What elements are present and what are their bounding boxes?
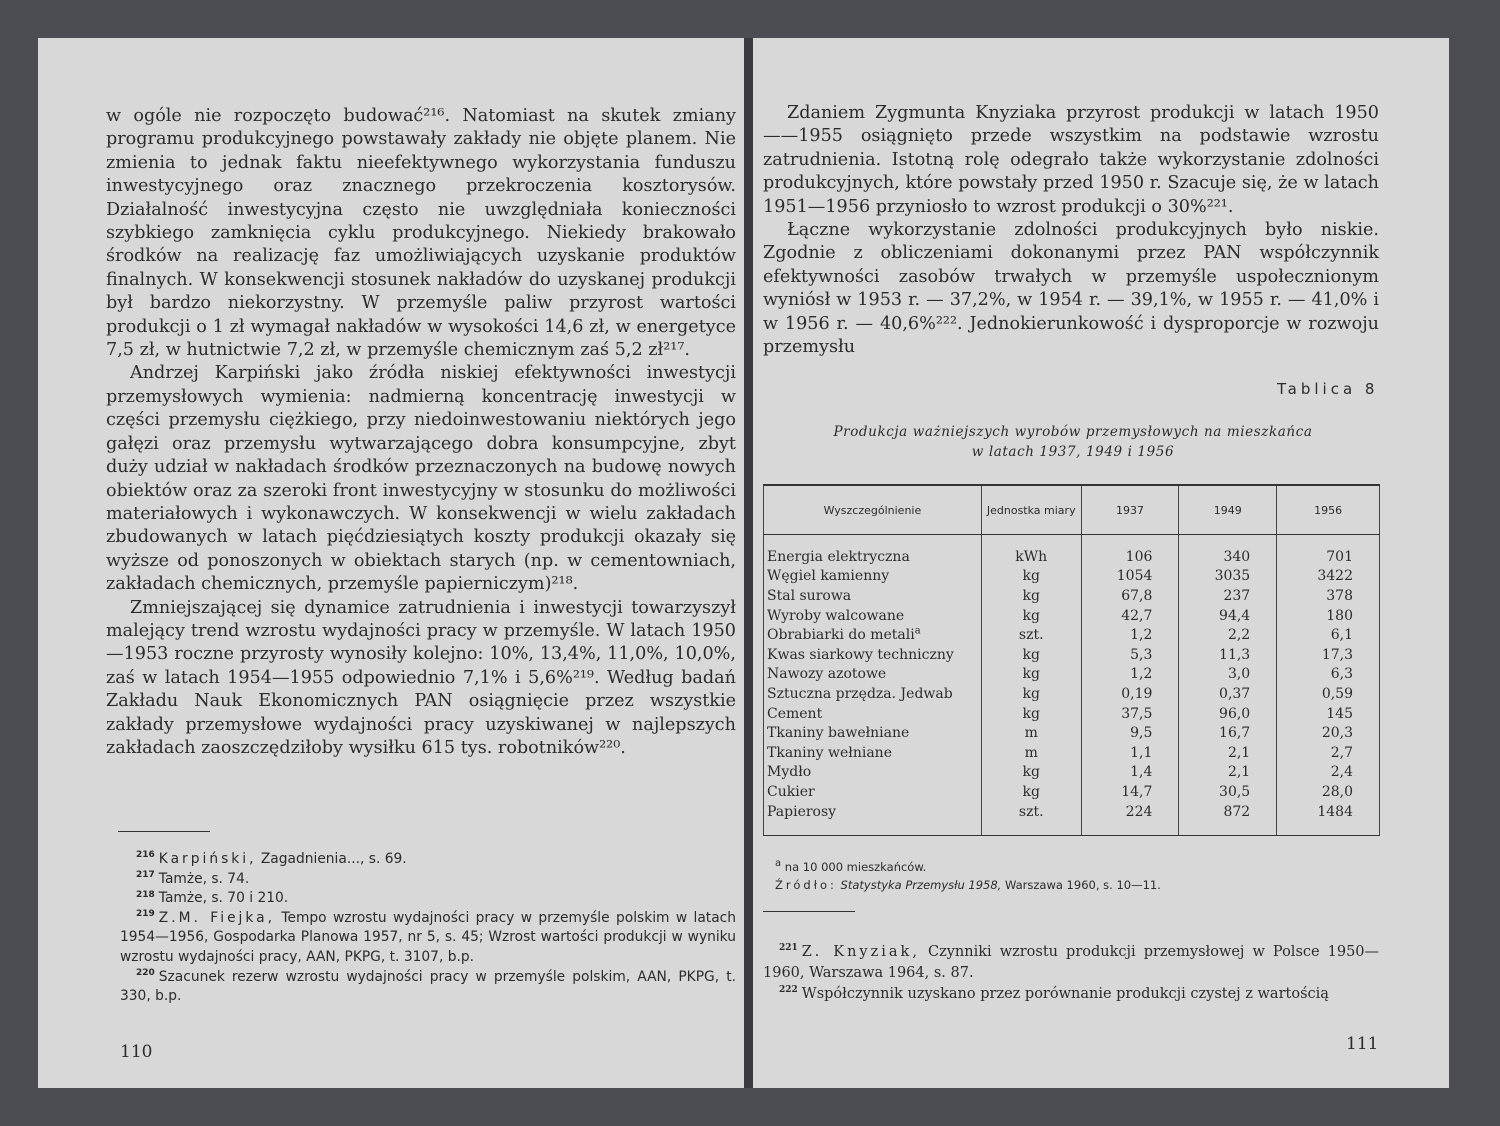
footnote-author: Z.M. Fiejka, [158, 909, 275, 926]
value-1949-cell [1179, 535, 1277, 567]
value-1956-cell [1277, 625, 1380, 645]
table-row [764, 723, 1380, 743]
cell-text: kg [1022, 666, 1040, 683]
cell-text: Cement [767, 705, 823, 722]
table-row [764, 535, 1380, 567]
cell-text: 14,7 [1121, 783, 1153, 800]
page-number: 110 [120, 1042, 153, 1062]
cell-text: 96,0 [1219, 705, 1251, 722]
table-row [764, 665, 1380, 685]
value-1956-cell [1277, 665, 1380, 685]
cell-text: kg [1022, 568, 1040, 585]
cell-text: kg [1022, 607, 1040, 624]
cell-text: 701 [1326, 548, 1353, 565]
cell-text: kg [1022, 764, 1040, 781]
footnote-number: 217 [136, 870, 155, 880]
cell-text: 0,19 [1121, 685, 1153, 702]
cell-text: Stal surowa [767, 587, 852, 604]
cell-text: 42,7 [1121, 607, 1153, 624]
value-1949-cell [1179, 802, 1277, 836]
footnote-rule [763, 911, 855, 912]
footnote-author: Karpiński, [158, 851, 257, 867]
cell-text: 2,1 [1227, 744, 1251, 761]
source-rest: Warszawa 1960, s. 10—11. [1004, 878, 1161, 892]
cell-text: 67,8 [1121, 587, 1153, 604]
left-page [38, 38, 744, 1088]
cell-text: 1,4 [1130, 764, 1153, 781]
value-1949-cell [1179, 684, 1277, 704]
cell-text: 2,1 [1227, 764, 1251, 781]
cell-text: kg [1022, 685, 1040, 702]
book-spine [744, 38, 753, 1088]
value-1956-cell [1277, 782, 1380, 802]
cell-text: 1,1 [1130, 744, 1153, 761]
footnote [120, 870, 736, 890]
product-cell [764, 567, 982, 587]
cell-text: 0,37 [1219, 685, 1251, 702]
cell-text: 6,3 [1330, 666, 1353, 683]
footnote-text: Tamże, s. 70 i 210. [158, 890, 289, 907]
cell-text: 145 [1326, 705, 1353, 722]
value-1937-cell [1081, 665, 1179, 685]
value-1949-cell [1179, 645, 1277, 665]
value-1937-cell [1081, 802, 1179, 836]
cell-text: Tkaniny bawełniane [767, 725, 910, 742]
unit-cell [981, 704, 1081, 724]
right-body-text [763, 102, 1379, 359]
cell-text: 94,4 [1219, 607, 1251, 624]
right-footnotes [763, 942, 1379, 1005]
footnote-number: 219 [136, 909, 155, 920]
value-1956-cell [1277, 645, 1380, 665]
paragraph: Zmniejszającej się dynamice zatrudnienia i inwestycji towarzyszył malejący trend wzrostu wydajności pracy w przemyśle. W latach 1950—1953 roczne przyrosty wynosiły kolejno: 10%, 13,4%, 11,0%, 10,0%, zaś w latach 1954—1955 odpowiednio 7,1% i 5,6%²¹⁹. Według badań Zakładu Nauk Ekonomicznych PAN osiągnięcie przez wszystkie zakłady przemysłowe wydajności pracy uzyskiwanej w najlepszych zakładach zaoszczędziłoby wysiłku 615 tys. robotników²²⁰. [106, 597, 736, 758]
value-1956-cell [1277, 535, 1380, 567]
unit-cell [981, 567, 1081, 587]
cell-text: 2,7 [1330, 744, 1353, 761]
table-row [764, 625, 1380, 645]
cell-text: 106 [1125, 548, 1153, 565]
value-1937-cell [1081, 763, 1179, 783]
table-row [764, 645, 1380, 665]
value-1949-cell [1179, 586, 1277, 606]
cell-text: Węgiel kamienny [767, 568, 890, 585]
footnote-text: Czynniki wzrostu produkcji przemysłowej w Polsce 1950—1960, Warszawa 1964, s. 87. [763, 944, 1380, 981]
value-1956-cell [1277, 567, 1380, 587]
cell-text: 5,3 [1130, 646, 1153, 663]
header-cell: 1956 [1277, 485, 1380, 535]
left-body-text [106, 105, 736, 760]
footnote [120, 889, 736, 909]
cell-text: 3035 [1214, 568, 1251, 585]
cell-text: 1054 [1116, 568, 1153, 585]
value-1956-cell [1277, 802, 1380, 836]
unit-cell [981, 535, 1081, 567]
product-cell [764, 606, 982, 626]
paragraph: Andrzej Karpiński jako źródła niskiej efektywności inwestycji przemysłowych wymienia: nadmierną koncentrację inwestycji w części przemysłu ciężkiego, przy niedoinwestowaniu niektórych jego gałęzi oraz przemysłu wytwarzającego dobra konsumpcyjne, zbyt duży udział w nakładach środków przeznaczonych na budowę nowych obiektów oraz za szeroki front inwestycyjny w stosunku do możliwości materiałowych i wykonawczych. W konsekwencji w wielu zakładach zbudowanych w latach pięćdziesiątych koszty produkcji okazały się wyższe od ponoszonych w obiektach starych (np. w cementowniach, zakładach chemicznych, przemyśle papierniczym)²¹⁸. [106, 363, 736, 595]
value-1937-cell [1081, 723, 1179, 743]
product-cell [764, 645, 982, 665]
product-cell [764, 704, 982, 724]
unit-cell [981, 586, 1081, 606]
product-cell [764, 782, 982, 802]
value-1949-cell [1179, 567, 1277, 587]
cell-text: Papierosy [767, 803, 837, 820]
footnote-number: 216 [136, 850, 155, 861]
unit-cell [981, 723, 1081, 743]
value-1956-cell [1277, 606, 1380, 626]
cell-text: 237 [1223, 587, 1251, 604]
cell-text: Obrabiarki do metali [767, 627, 915, 644]
footnote [120, 968, 736, 1007]
unit-cell [981, 802, 1081, 836]
cell-text: Energia elektryczna [767, 548, 910, 565]
cell-text: 3,0 [1227, 666, 1251, 683]
cell-text: 11,3 [1219, 646, 1251, 663]
cell-text: Sztuczna przędza. Jedwab [767, 685, 953, 702]
page-number: 111 [1346, 1034, 1379, 1054]
header-cell: Wyszczególnienie [764, 485, 982, 535]
cell-text: 340 [1223, 548, 1251, 565]
table-title-line: Produkcja ważniejszych wyrobów przemysłowych na mieszkańca [833, 424, 1313, 440]
cell-text: 224 [1125, 803, 1153, 820]
footnote [763, 942, 1379, 984]
cell-text: Mydło [767, 764, 812, 781]
unit-cell [981, 684, 1081, 704]
cell-text: Kwas siarkowy techniczny [767, 646, 954, 663]
footnote [120, 909, 736, 968]
table-row [764, 782, 1380, 802]
product-cell [764, 625, 982, 645]
cell-text: 1,2 [1130, 627, 1153, 644]
source-title: Statystyka Przemysłu 1958, [840, 878, 1002, 892]
value-1949-cell [1179, 743, 1277, 763]
cell-text: m [1024, 744, 1038, 761]
paragraph: w ogóle nie rozpoczęto budować²¹⁶. Natomiast na skutek zmiany programu produkcyjnego powstawały zakłady nie objęte planem. Nie zmienia to jednak faktu nieefektywnego wykorzystania funduszu inwestycyjnego oraz znacznego przekroczenia kosztorysów. Działalność inwestycyjna często nie uwzględniała konieczności szybkiego zamknięcia cyklu produkcyjnego. Niekiedy brakowało środków na realizację faz umożliwiających uzyskanie produktów finalnych. W konsekwencji stosunek nakładów do uzyskanej produkcji był bardzo niekorzystny. W przemyśle paliw przyrost wartości produkcji o 1 zł wymagał nakładów w wysokości 14,6 zł, w energetyce 7,5 zł, w hutnictwie 7,2 zł, w przemyśle chemicznym zaś 5,2 zł²¹⁷. [106, 106, 736, 361]
value-1956-cell [1277, 586, 1380, 606]
cell-text: szt. [1018, 627, 1044, 644]
cell-text: 30,5 [1219, 783, 1251, 800]
table-row [764, 704, 1380, 724]
paragraph: Łączne wykorzystanie zdolności produkcyjnych było niskie. Zgodnie z obliczeniami dokonanymi przez PAN współczynnik efektywności zasobów trwałych w przemyśle uspołecznionym wyniósł w 1953 r. — 37,2%, w 1954 r. — 39,1%, w 1955 r. — 41,0% i w 1956 r. — 40,6%²²². Jednokierunkowość i dysproporcje w rozwoju przemysłu [763, 220, 1379, 358]
cell-text: 28,0 [1321, 783, 1353, 800]
cell-text: Wyroby walcowane [767, 607, 905, 624]
footnote [763, 984, 1379, 1005]
unit-cell [981, 743, 1081, 763]
header-cell: 1949 [1179, 485, 1277, 535]
table-row [764, 567, 1380, 587]
table-title [793, 422, 1353, 462]
value-1956-cell [1277, 723, 1380, 743]
product-cell [764, 684, 982, 704]
cell-text: Nawozy azotowe [767, 666, 887, 683]
table-row [764, 743, 1380, 763]
unit-cell [981, 606, 1081, 626]
value-1937-cell [1081, 606, 1179, 626]
value-1949-cell [1179, 782, 1277, 802]
cell-text: 17,3 [1321, 646, 1353, 663]
cell-text: 20,3 [1321, 725, 1353, 742]
value-1937-cell [1081, 535, 1179, 567]
source-label: Źródło: [775, 878, 837, 892]
cell-text: 37,5 [1121, 705, 1153, 722]
product-cell [764, 665, 982, 685]
value-1949-cell [1179, 723, 1277, 743]
cell-text: 872 [1223, 803, 1251, 820]
footnote-text: Tamże, s. 74. [158, 870, 250, 887]
unit-cell [981, 665, 1081, 685]
value-1949-cell [1179, 704, 1277, 724]
note-marker: a [914, 625, 921, 637]
cell-text: kWh [1015, 548, 1048, 565]
table-row [764, 606, 1380, 626]
cell-text: 2,2 [1227, 627, 1251, 644]
unit-cell [981, 625, 1081, 645]
cell-text: kg [1022, 587, 1040, 604]
product-cell [764, 535, 982, 567]
product-cell [764, 763, 982, 783]
production-table [763, 484, 1380, 836]
footnote-rule [118, 831, 210, 832]
value-1956-cell [1277, 684, 1380, 704]
cell-text: Cukier [767, 783, 815, 800]
cell-text: 0,59 [1321, 685, 1353, 702]
value-1937-cell [1081, 684, 1179, 704]
table-label: Tablica 8 [1277, 380, 1379, 398]
value-1937-cell [1081, 586, 1179, 606]
cell-text: 3422 [1317, 568, 1353, 585]
cell-text: 9,5 [1130, 725, 1153, 742]
right-page [753, 38, 1449, 1088]
cell-text: 1484 [1317, 803, 1353, 820]
table-row [764, 802, 1380, 836]
value-1956-cell [1277, 763, 1380, 783]
cell-text: kg [1022, 646, 1040, 663]
table-header-row [764, 485, 1380, 535]
footnote-text: Szacunek rezerw wzrostu wydajności pracy w przemyśle polskim, AAN, PKPG, t. 330, b.p. [120, 968, 736, 1005]
value-1949-cell [1179, 625, 1277, 645]
table-row [764, 763, 1380, 783]
note-marker: a [775, 858, 782, 870]
cell-text: kg [1022, 783, 1040, 800]
cell-text: 16,7 [1219, 725, 1251, 742]
value-1937-cell [1081, 567, 1179, 587]
cell-text: 1,2 [1130, 666, 1153, 683]
footnote [120, 850, 736, 870]
value-1937-cell [1081, 782, 1179, 802]
table-source [775, 876, 1375, 894]
paragraph: Zdaniem Zygmunta Knyziaka przyrost produkcji w latach 1950——1955 osiągnięto przede wszystkim na podstawie wzrostu zatrudnienia. Istotną rolę odegrało także wykorzystanie zdolności produkcyjnych, które powstały przed 1950 r. Szacuje się, że w latach 1951—1956 przyniosło to wzrost produkcji o 30%²²¹. [763, 103, 1379, 217]
value-1937-cell [1081, 704, 1179, 724]
value-1937-cell [1081, 743, 1179, 763]
value-1937-cell [1081, 645, 1179, 665]
table-title-line: w latach 1937, 1949 i 1956 [971, 444, 1175, 460]
header-cell: 1937 [1081, 485, 1179, 535]
cell-text: m [1024, 725, 1038, 742]
table-note [775, 858, 1375, 876]
left-footnotes [120, 850, 736, 1007]
value-1949-cell [1179, 763, 1277, 783]
footnote-number: 221 [779, 943, 798, 954]
value-1956-cell [1277, 704, 1380, 724]
product-cell [764, 586, 982, 606]
cell-text: 180 [1326, 607, 1353, 624]
product-cell [764, 802, 982, 836]
footnote-number: 222 [779, 985, 798, 996]
header-cell: Jednostka miary [981, 485, 1081, 535]
table-row [764, 684, 1380, 704]
value-1949-cell [1179, 665, 1277, 685]
unit-cell [981, 782, 1081, 802]
product-cell [764, 723, 982, 743]
cell-text: 378 [1326, 587, 1353, 604]
unit-cell [981, 763, 1081, 783]
footnote-number: 220 [136, 967, 155, 978]
cell-text: 2,4 [1330, 764, 1353, 781]
note-text: na 10 000 mieszkańców. [784, 860, 927, 874]
cell-text: kg [1022, 705, 1040, 722]
value-1949-cell [1179, 606, 1277, 626]
cell-text: 6,1 [1330, 627, 1353, 644]
cell-text: Tkaniny wełniane [767, 744, 892, 761]
footnote-text: Tempo wzrostu wydajności pracy w przemyśle polskim w latach 1954—1956, Gospodarka Planowa 1957, nr 5, s. 45; Wzrost wartości produkcji w wyniku wzrostu wydajności pracy, AAN, PKPG, t. 3107, b.p. [120, 909, 737, 965]
cell-text: szt. [1018, 803, 1044, 820]
footnote-author: Z. Knyziak, [801, 944, 920, 960]
footnote-text: Współczynnik uzyskano przez porównanie produkcji czystej z wartością [801, 986, 1329, 1002]
unit-cell [981, 645, 1081, 665]
footnote-text: Zagadnienia..., s. 69. [260, 851, 407, 867]
value-1937-cell [1081, 625, 1179, 645]
table-notes [775, 858, 1375, 894]
value-1956-cell [1277, 743, 1380, 763]
table-row [764, 586, 1380, 606]
product-cell [764, 743, 982, 763]
footnote-number: 218 [136, 889, 155, 900]
